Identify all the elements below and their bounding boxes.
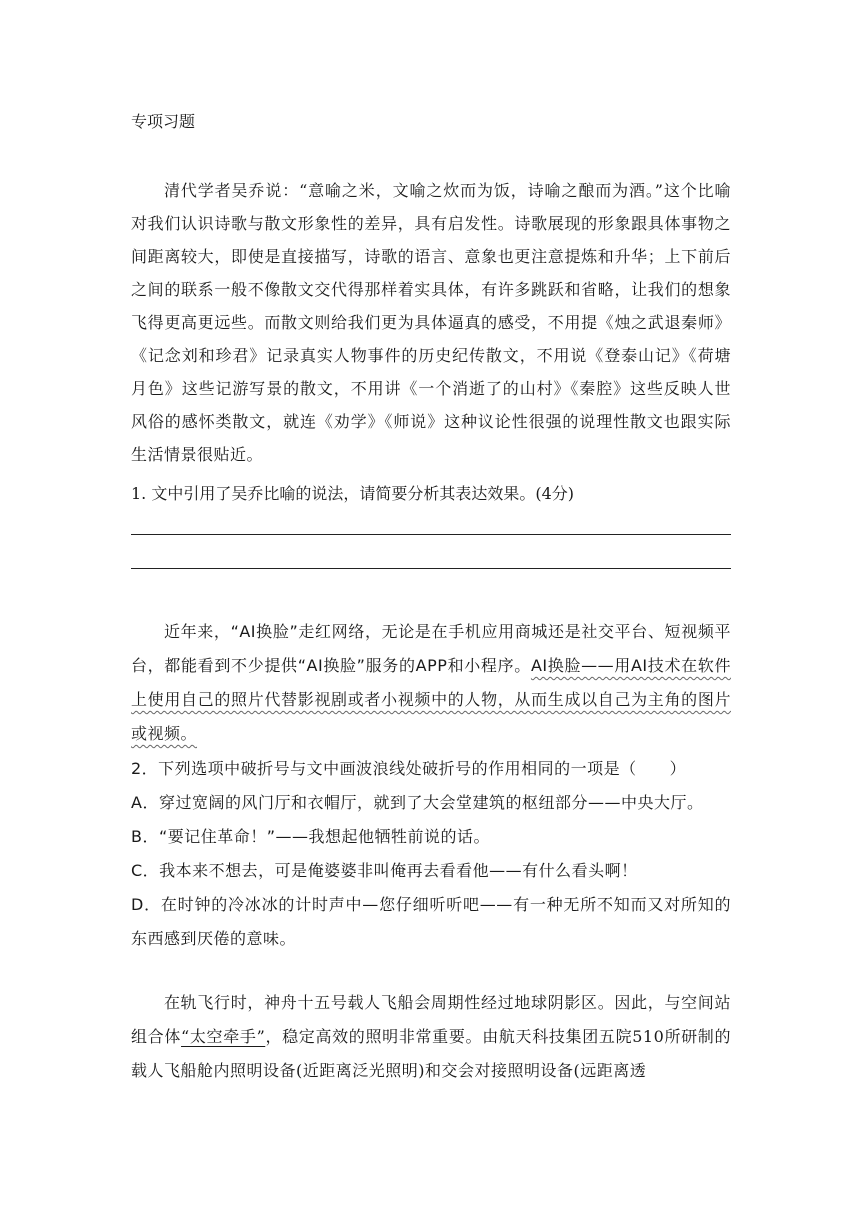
passage-3-text-after: ，稳定高效的照明非常重要。由航天科技集团五院510所研制的载人飞船舱内照明设备(近距离泛光照明)和交会对接照明设备(远距离透 xyxy=(131,1027,731,1080)
question-1: 1. 文中引用了吴乔比喻的说法，请简要分析其表达效果。(4分) xyxy=(131,484,575,503)
option-a[interactable]: A．穿过宽阔的风门厅和衣帽厅，就到了大会堂建筑的枢纽部分——中央大厅。 xyxy=(131,793,704,812)
passage-3 xyxy=(131,986,731,1088)
passage-2 xyxy=(131,615,731,751)
page-title: 专项习题 xyxy=(131,112,196,131)
passage-1-text: 清代学者吴乔说：“意喻之米，文喻之炊而为饭，诗喻之酿而为酒。”这个比喻对我们认识诗歌与散文形象性的差异，具有启发性。诗歌展现的形象跟具体事物之间距离较大，即使是直接描写，诗歌的语言、意象也更注意提炼和升华；上下前后之间的联系一般不像散文交代得那样着实具体，有许多跳跃和省略，让我们的想象飞得更高更远些。而散文则给我们更为具体逼真的感受，不用提《烛之武退秦师》《记念刘和珍君》记录真实人物事件的历史纪传散文，不用说《登泰山记》《荷塘月色》这些记游写景的散文，不用讲《一个消逝了的山村》《秦腔》这些反映人世风俗的感怀类散文，就连《劝学》《师说》这种议论性很强的说理性散文也跟实际生活情景很贴近。 xyxy=(131,181,731,464)
passage-1 xyxy=(131,174,731,471)
wavy-underlined-text: AI换脸——用AI技术在软件上使用自己的照片代替影视剧或者小视频中的人物，从而生成以自己为主角的图片或视频。 xyxy=(131,656,731,743)
answer-line-2[interactable] xyxy=(131,568,731,569)
question-2 xyxy=(131,752,731,956)
option-b[interactable]: B．“要记住革命！”——我想起他牺牲前说的话。 xyxy=(131,827,491,846)
passage-2-text: 近年来，“AI换脸”走红网络，无论是在手机应用商城还是社交平台、短视频平台，都能看到不少提供“AI换脸”服务的APP和小程序。 xyxy=(131,622,731,675)
question-2-stem: 2．下列选项中破折号与文中画波浪线处破折号的作用相同的一项是（ ） xyxy=(131,759,687,778)
option-d[interactable]: D．在时钟的冷冰冰的计时声中—您仔细听听吧——有一种无所不知而又对所知的东西感到厌倦的意味。 xyxy=(131,895,731,948)
answer-line-1[interactable] xyxy=(131,534,731,535)
passage-3-text-before: 在轨飞行时，神舟十五号载人飞船会周期性经过地球阴影区。因此，与空间站组合体 xyxy=(131,993,731,1046)
underlined-phrase: “太空牵手” xyxy=(181,1027,266,1046)
option-c[interactable]: C．我本来不想去，可是俺婆婆非叫俺再去看看他——有什么看头啊！ xyxy=(131,861,638,880)
